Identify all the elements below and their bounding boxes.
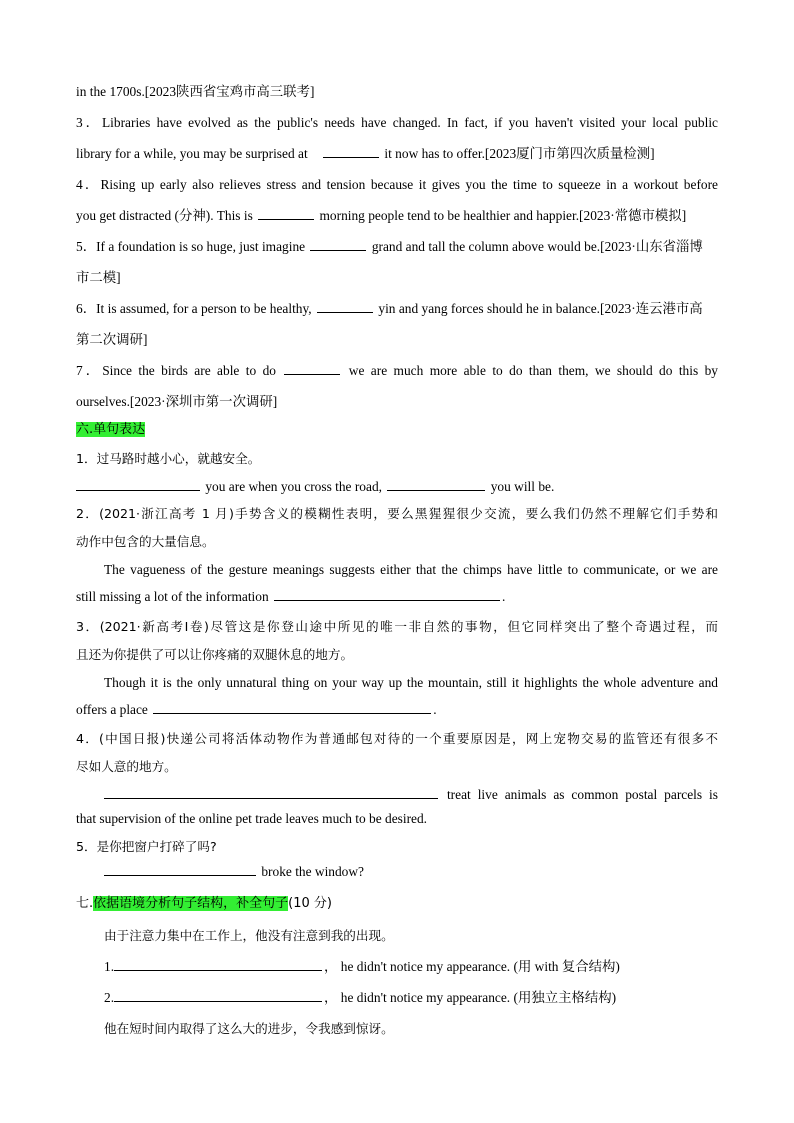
s6q5-blank[interactable] xyxy=(104,863,256,876)
s7-a: 1. ， he didn't notice my appearance. (用 with 复合结构) xyxy=(104,959,620,974)
q4-line2: you get distracted (分神). This is morning people tend to be healthier and happier.[2023·常德市模拟] xyxy=(76,208,687,223)
q7-line2: ourselves.[2023·深圳市第一次调研] xyxy=(76,394,278,409)
s6q1-cn: 1．过马路时越小心，就越安全。 xyxy=(76,451,261,466)
s6q4-en1: treat live animals as common postal parcels is xyxy=(104,786,718,804)
q4-blank[interactable] xyxy=(258,207,314,220)
s6q3-blank[interactable] xyxy=(153,701,431,714)
s6q2-blank[interactable] xyxy=(274,588,500,601)
s6q4-cn1: 4．(中国日报)快递公司将活体动物作为普通邮包对待的一个重要原因是，网上宠物交易的监管还有很多不 xyxy=(76,731,718,746)
section-7-heading: 七.依据语境分析句子结构，补全句子(10 分) xyxy=(76,896,332,911)
s6q4-en2: that supervision of the online pet trade leaves much to be desired. xyxy=(76,811,428,826)
s6q4-cn2: 尽如人意的地方。 xyxy=(76,759,177,774)
s6q2-en2: still missing a lot of the information . xyxy=(76,589,506,604)
q6-line1: 6．It is assumed, for a person to be healthy, yin and yang forces should he in balance.[2023·连云港市高 xyxy=(76,301,703,316)
s7-blank-2[interactable] xyxy=(114,989,322,1002)
s7-cn2: 他在短时间内取得了这么大的进步，令我感到惊讶。 xyxy=(104,1021,394,1036)
q7-blank[interactable] xyxy=(284,362,340,375)
q5-blank[interactable] xyxy=(310,238,366,251)
q3-blank[interactable] xyxy=(323,145,379,158)
s7-blank-1[interactable] xyxy=(114,958,322,971)
q7-line1: 7．Since the birds are able to do we are much more able to do than them, we should do this by xyxy=(76,363,718,378)
s6q1-en: you are when you cross the road, you will be. xyxy=(76,478,718,496)
s6q3-en1: Though it is the only unnatural thing on your way up the mountain, still it highlights the whole adventure and xyxy=(104,675,718,690)
section-6-heading: 六.单句表达 xyxy=(76,422,146,437)
q4-line1: 4．Rising up early also relieves stress and tension because it gives you the time to squeeze in a workout before xyxy=(76,177,719,192)
s6q2-en1: The vagueness of the gesture meanings suggests either that the chimps have little to communicate, or we are xyxy=(104,562,718,577)
q6-line2: 第二次调研] xyxy=(76,332,148,347)
s7-b: 2. ， he didn't notice my appearance. (用独立主格结构) xyxy=(104,990,617,1005)
s6q3-cn1: 3．(2021·新高考Ⅰ卷)尽管这是你登山途中所见的唯一非自然的事物，但它同样突出了整个奇遇过程，而 xyxy=(76,619,718,634)
s6q1-blank-1[interactable] xyxy=(76,478,200,491)
s6q5-cn: 5．是你把窗户打碎了吗? xyxy=(76,839,217,854)
q3-line2: library for a while, you may be surprised at it now has to offer.[2023厦门市第四次质量检测] xyxy=(76,146,655,161)
q5-line1: 5．If a foundation is so huge, just imagine grand and tall the column above would be.[2023·山东省淄博 xyxy=(76,239,703,254)
q6-blank[interactable] xyxy=(317,300,373,313)
s6q4-blank[interactable] xyxy=(104,786,438,799)
s6q5-en: broke the window? xyxy=(104,863,718,881)
s7-cn1: 由于注意力集中在工作上，他没有注意到我的出现。 xyxy=(104,928,394,943)
s6q2-cn1: 2．(2021·浙江高考 1 月)手势含义的模糊性表明，要么黑猩猩很少交流，要么我们仍然不理解它们手势和 xyxy=(76,506,718,521)
q3-line1: 3．Libraries have evolved as the public's needs have changed. In fact, if you haven't visited your local public xyxy=(76,115,718,130)
s6q2-cn2: 动作中包含的大量信息。 xyxy=(76,534,215,549)
s6q3-cn2: 且还为你提供了可以让你疼痛的双腿休息的地方。 xyxy=(76,647,354,662)
s6q1-blank-2[interactable] xyxy=(387,478,485,491)
q5-line2: 市二模] xyxy=(76,270,121,285)
q2-tail: in the 1700s.[2023陕西省宝鸡市高三联考] xyxy=(76,84,315,99)
s6q3-en2: offers a place . xyxy=(76,702,437,717)
